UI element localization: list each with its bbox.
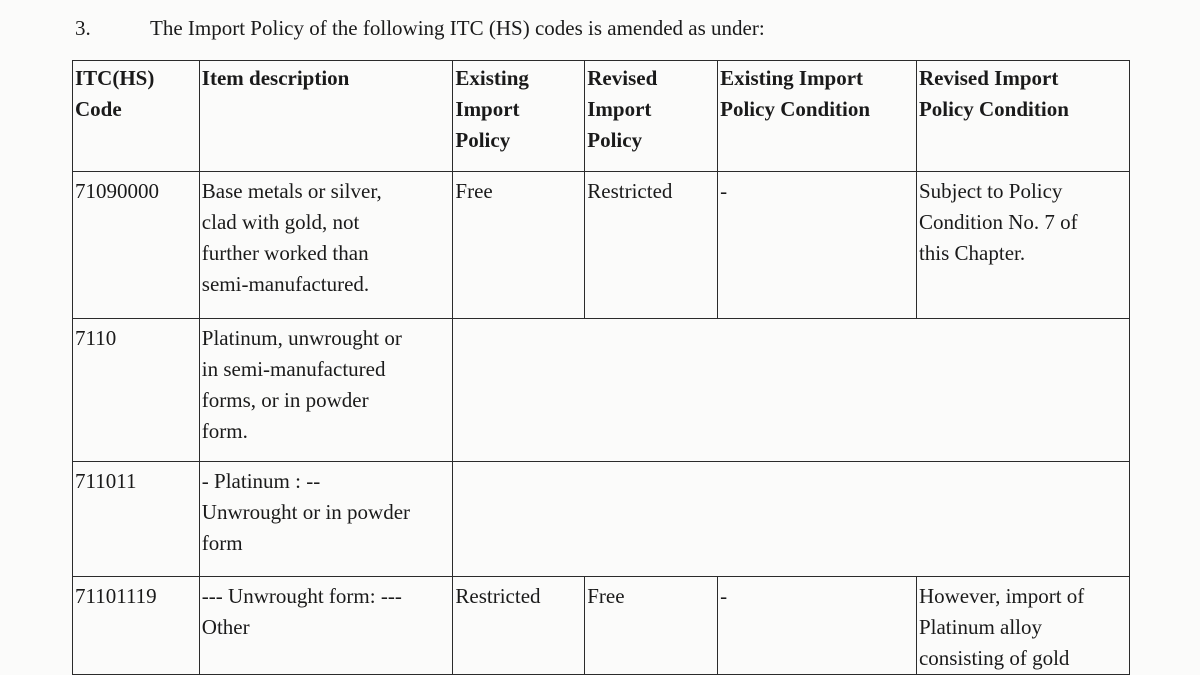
cell-existing-condition	[718, 172, 917, 319]
cell-revised-policy	[585, 172, 718, 319]
cell-existing-policy	[453, 172, 585, 319]
header-itc-hs-code	[73, 61, 200, 172]
revised-condition-text: Subject to Policy Condition No. 7 of this Chapter.	[918, 179, 1078, 265]
existing-policy-text: Restricted	[455, 584, 541, 608]
cell-description	[199, 462, 453, 577]
section-heading	[75, 14, 765, 42]
cell-revised-condition	[916, 172, 1129, 319]
description-text: Base metals or silver, clad with gold, not further worked than semi-manufactured.	[201, 179, 382, 296]
description-text: - Platinum : -- Unwrought or in powder form	[201, 469, 411, 555]
cell-code	[73, 319, 200, 462]
cell-description	[199, 577, 453, 675]
header-existing-import-policy-text: Existing Import Policy	[455, 66, 529, 152]
revised-policy-text: Free	[587, 584, 625, 608]
table-row	[73, 319, 1130, 462]
header-revised-policy-condition-text: Revised Import Policy Condition	[918, 66, 1069, 121]
existing-condition-text: -	[720, 584, 728, 608]
description-text: Platinum, unwrought or in semi-manufactured forms, or in powder form.	[201, 326, 402, 443]
header-revised-policy-condition	[916, 61, 1129, 172]
code-text: 711011	[75, 469, 137, 493]
cell-revised-policy	[585, 577, 718, 675]
cell-blank-merged	[453, 319, 1130, 462]
code-text: 7110	[75, 326, 117, 350]
cell-code	[73, 462, 200, 577]
cell-blank-merged	[453, 462, 1130, 577]
cell-description	[199, 172, 453, 319]
description-text: --- Unwrought form: --- Other	[201, 584, 402, 639]
revised-policy-text: Restricted	[587, 179, 673, 203]
header-revised-import-policy-text: Revised Import Policy	[587, 66, 658, 152]
header-existing-import-policy	[453, 61, 585, 172]
table-header-row	[73, 61, 1130, 172]
code-text: 71101119	[75, 584, 157, 608]
code-text: 71090000	[75, 179, 159, 203]
cell-existing-condition	[718, 577, 917, 675]
cell-description	[199, 319, 453, 462]
header-item-description-text: Item description	[201, 66, 350, 90]
section-number: 3.	[75, 16, 91, 40]
header-itc-hs-code-text: ITC(HS) Code	[75, 66, 155, 121]
cell-existing-policy	[453, 577, 585, 675]
header-existing-policy-condition-text: Existing Import Policy Condition	[720, 66, 871, 121]
header-revised-import-policy	[585, 61, 718, 172]
header-existing-policy-condition	[718, 61, 917, 172]
import-policy-table	[72, 60, 1130, 675]
cell-revised-condition	[916, 577, 1129, 675]
existing-policy-text: Free	[455, 179, 493, 203]
existing-condition-text: -	[720, 179, 728, 203]
table-row	[73, 172, 1130, 319]
cell-code	[73, 172, 200, 319]
header-item-description	[199, 61, 453, 172]
section-heading-text: The Import Policy of the following ITC (HS) codes is amended as under:	[150, 16, 765, 40]
revised-condition-text: However, import of Platinum alloy consisting of gold	[918, 584, 1085, 670]
table-row	[73, 462, 1130, 577]
cell-code	[73, 577, 200, 675]
table-row	[73, 577, 1130, 675]
